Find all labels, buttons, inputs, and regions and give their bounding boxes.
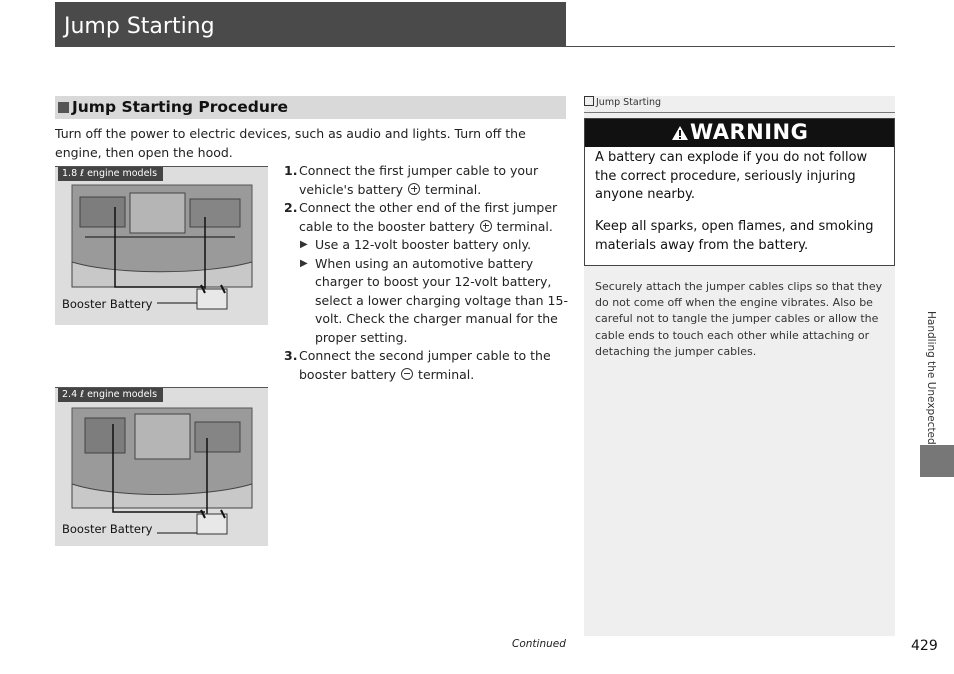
sidebar-reference xyxy=(584,96,895,108)
section-heading-text: Jump Starting Procedure xyxy=(72,98,289,116)
sidebar-divider xyxy=(584,112,895,113)
chapter-label: Handling the Unexpected xyxy=(925,311,937,445)
warning-title: WARNING xyxy=(690,120,809,144)
intro-paragraph: Turn off the power to electric devices, such as audio and lights. Turn off the engine, then open the hood. xyxy=(55,126,526,160)
booster-battery-label: Booster Battery xyxy=(62,297,153,311)
reference-icon xyxy=(584,96,594,106)
engine-figure-1 xyxy=(55,166,268,325)
engine-model-tag: 2.4 ℓ engine models xyxy=(58,388,163,402)
warning-text-2: Keep all sparks, open flames, and smoking materials away from the battery. xyxy=(595,219,874,253)
sidebar-note: Securely attach the jumper cables clips so that they do not come off when the engine vibrates. Also be careful not to tangle the jumper cables or allow the cable ends to touch each other while attaching or detaching the jumper cables. xyxy=(595,280,883,358)
negative-terminal-icon xyxy=(401,368,413,380)
sidebar-reference-text: Jump Starting xyxy=(596,97,662,108)
step-text: Connect the second jumper cable to the xyxy=(299,348,551,363)
chapter-tab xyxy=(920,445,954,477)
engine-model-tag: 1.8 ℓ engine models xyxy=(58,167,163,181)
step-2 xyxy=(284,199,569,236)
page-title: Jump Starting xyxy=(64,14,215,39)
substep xyxy=(284,236,569,255)
step-text: vehicle's battery xyxy=(299,181,404,197)
page-title-bar xyxy=(55,2,566,46)
warning-header xyxy=(585,119,894,147)
step-text: Connect the first jumper cable to your xyxy=(299,163,539,178)
step-text: terminal. xyxy=(496,218,553,234)
step-text: cable to the booster battery xyxy=(299,218,475,234)
square-bullet-icon xyxy=(58,102,69,113)
triangle-bullet-icon: ▶ xyxy=(300,239,308,250)
triangle-bullet-icon: ▶ xyxy=(300,257,308,269)
step-1 xyxy=(284,162,569,199)
booster-battery-label: Booster Battery xyxy=(62,522,153,536)
positive-terminal-icon xyxy=(480,220,492,232)
warning-triangle-icon xyxy=(671,125,689,141)
continued-label: Continued xyxy=(512,638,566,650)
step-text: terminal. xyxy=(425,181,482,197)
step-number: 2. xyxy=(284,200,298,215)
page-number: 429 xyxy=(911,638,938,654)
substep-text: When using an automotive battery charger to boost your 12-volt battery, select a lower charging voltage than 15-volt. Check the charger manual for the proper setting. xyxy=(315,255,568,345)
substep-text: Use a 12-volt booster battery only. xyxy=(315,237,532,252)
step-3 xyxy=(284,347,569,384)
substep xyxy=(284,255,569,348)
procedure-steps xyxy=(284,162,569,384)
engine-figure-2 xyxy=(55,387,268,546)
step-number: 1. xyxy=(284,163,298,178)
step-text: Connect the other end of the first jumper xyxy=(299,200,558,215)
step-text: booster battery xyxy=(299,366,397,382)
warning-box xyxy=(584,118,895,266)
title-divider xyxy=(55,46,895,47)
positive-terminal-icon xyxy=(408,183,420,195)
section-heading xyxy=(55,96,566,119)
step-text: terminal. xyxy=(418,366,475,382)
warning-text-1: A battery can explode if you do not follow the correct procedure, seriously injuring anyone nearby. xyxy=(595,150,868,202)
step-number: 3. xyxy=(284,348,298,363)
